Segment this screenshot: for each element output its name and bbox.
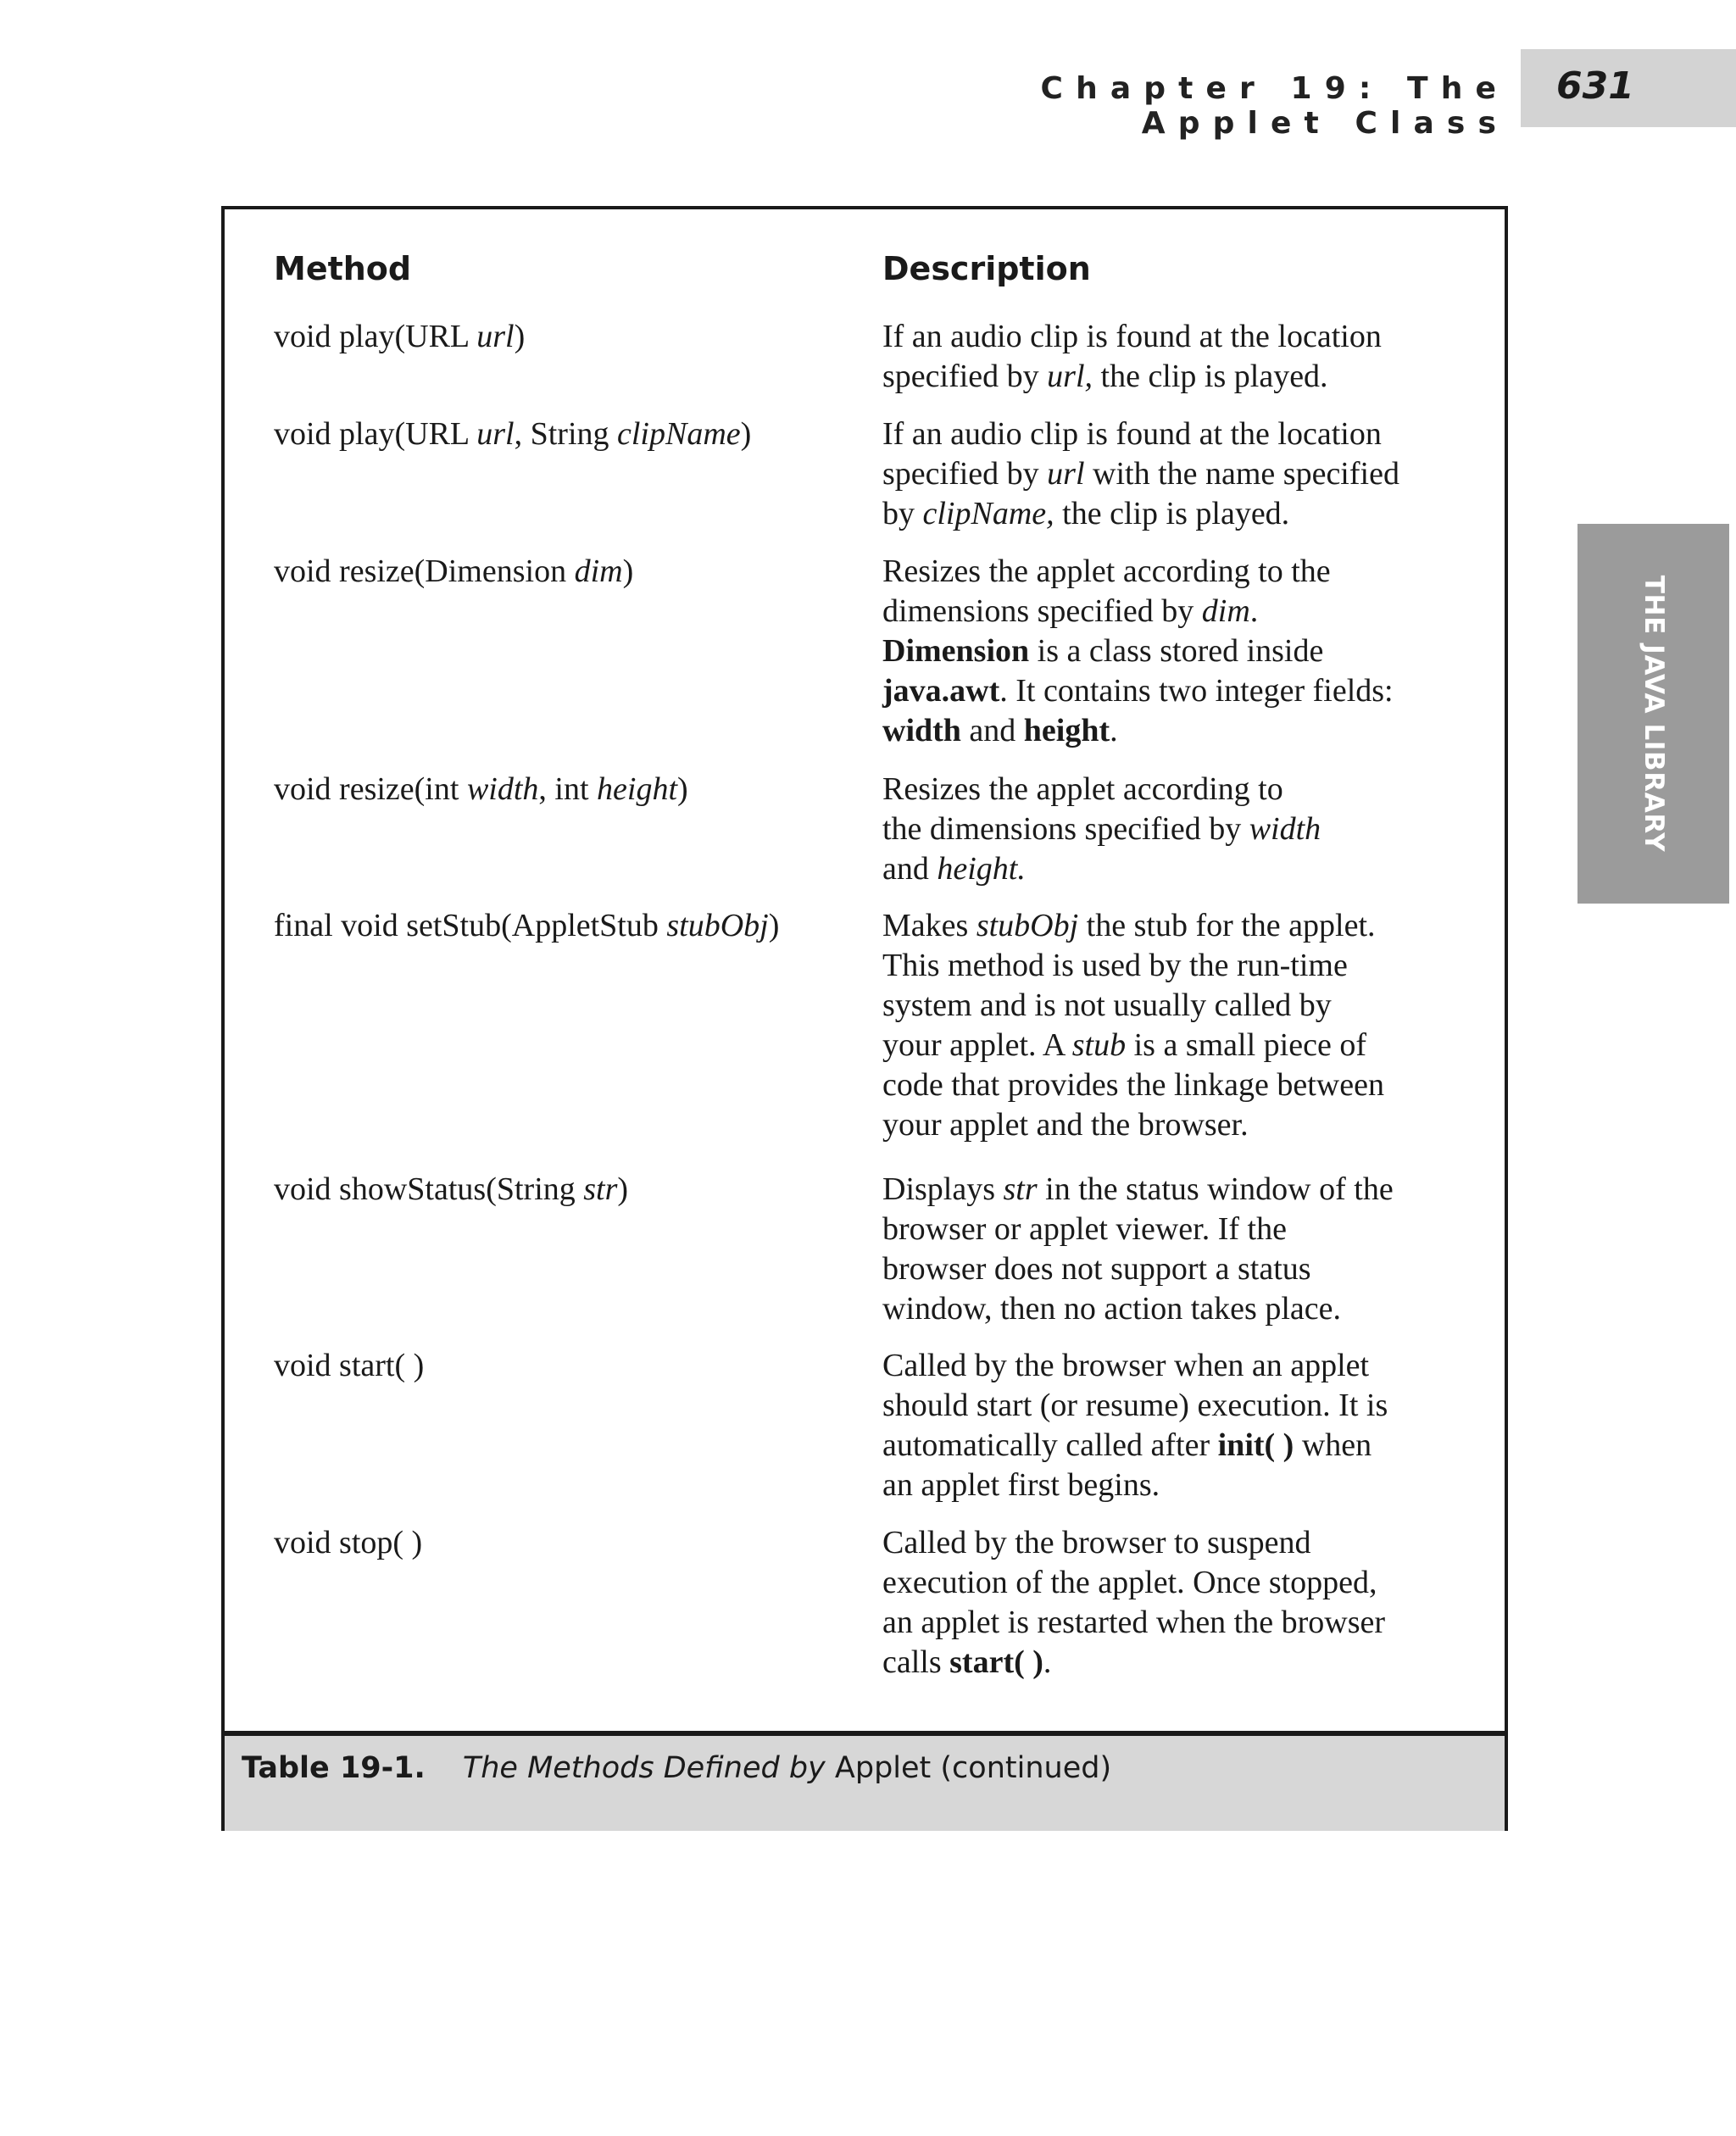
text-run: is a small piece of [1126, 1027, 1366, 1063]
side-tab [1577, 524, 1729, 904]
description-line [882, 1466, 1476, 1505]
text-run: final void setStub(AppletStub [274, 908, 667, 943]
description-line [882, 1426, 1476, 1466]
text-run: system and is not usually called by [882, 987, 1332, 1023]
description-line [882, 711, 1476, 751]
description-line [882, 1523, 1476, 1563]
text-run: specified by [882, 359, 1048, 394]
method-signature [274, 770, 867, 809]
description-line [882, 849, 1476, 889]
text-run: ) [768, 908, 780, 943]
text-run: calls [882, 1644, 950, 1680]
description-line [882, 1105, 1476, 1145]
description-line [882, 552, 1476, 592]
description-line [882, 1065, 1476, 1105]
text-run: height [1023, 713, 1110, 748]
text-run: url, [1047, 359, 1093, 394]
description-line [882, 906, 1476, 946]
text-run: dimensions specified by [882, 593, 1202, 629]
column-header-description: Description [882, 250, 1091, 287]
text-run: init( ) [1217, 1427, 1294, 1463]
description-line [882, 1563, 1476, 1603]
description-line [882, 1346, 1476, 1386]
text-run: height [597, 771, 678, 807]
method-signature [274, 552, 867, 592]
text-run: and [960, 713, 1024, 748]
text-run: width [882, 713, 961, 748]
description-line [882, 357, 1476, 397]
text-run: Makes [882, 908, 976, 943]
description-line [882, 1249, 1476, 1289]
text-run: width [466, 771, 539, 807]
text-run: by [882, 496, 923, 531]
description-line [882, 1289, 1476, 1329]
text-run: java.awt [882, 673, 1000, 709]
text-run: stubObj [666, 908, 769, 943]
description-line [882, 414, 1476, 454]
text-run: If an audio clip is found at the location [882, 319, 1382, 354]
text-run: automatically called after [882, 1427, 1218, 1463]
method-signature [274, 414, 867, 454]
text-run: Dimension [882, 633, 1030, 669]
text-run: url [476, 319, 515, 354]
text-run: . [1249, 593, 1259, 629]
text-run: ) [617, 1171, 629, 1207]
text-run: the clip is played. [1093, 359, 1328, 394]
method-description [882, 1346, 1476, 1505]
text-run: str [583, 1171, 618, 1207]
text-run: void play(URL [274, 319, 477, 354]
description-line [882, 1026, 1476, 1065]
text-run: stub [1071, 1027, 1127, 1063]
description-line [882, 1386, 1476, 1426]
text-run: void showStatus(String [274, 1171, 584, 1207]
text-run: dim [1201, 593, 1250, 629]
description-line [882, 317, 1476, 357]
text-run: when [1294, 1427, 1372, 1463]
text-run: stubObj [976, 908, 1079, 943]
text-run: ) [740, 416, 752, 452]
text-run: This method is used by the run-time [882, 948, 1348, 983]
text-run: ) [514, 319, 526, 354]
text-run: width [1249, 811, 1321, 847]
table-caption-title: The Methods Defined by [462, 1751, 826, 1785]
text-run: clipName, [922, 496, 1054, 531]
method-description [882, 906, 1476, 1145]
text-run: , int [538, 771, 598, 807]
text-run: . It contains two integer fields: [999, 673, 1394, 709]
text-run: is a class stored inside [1029, 633, 1324, 669]
description-line [882, 494, 1476, 534]
text-run: Called by the browser when an applet [882, 1348, 1370, 1383]
text-run: . [1043, 1644, 1052, 1680]
text-run: your applet. A [882, 1027, 1072, 1063]
table-caption [242, 1751, 1111, 1785]
running-head: Chapter 19: The Applet Class [1040, 71, 1509, 141]
method-description [882, 1170, 1476, 1329]
method-signature [274, 906, 867, 946]
page-number-box [1521, 49, 1736, 127]
text-run: void resize(Dimension [274, 553, 575, 589]
text-run: your applet and the browser. [882, 1107, 1249, 1143]
side-tab-label: THE JAVA LIBRARY [1639, 575, 1669, 853]
text-run: , String [514, 416, 617, 452]
text-run: execution of the applet. Once stopped, [882, 1565, 1377, 1600]
methods-table [221, 206, 1508, 1831]
description-line [882, 592, 1476, 631]
method-signature [274, 1523, 867, 1563]
text-run: void play(URL [274, 416, 477, 452]
description-line [882, 1210, 1476, 1249]
method-description [882, 317, 1476, 397]
method-signature [274, 1170, 867, 1210]
text-run: the stub for the applet. [1078, 908, 1376, 943]
description-line [882, 671, 1476, 711]
text-run: Resizes the applet according to the [882, 553, 1331, 589]
page-number: 631 [1556, 64, 1634, 108]
text-run: Displays [882, 1171, 1004, 1207]
text-run: browser does not support a status [882, 1251, 1311, 1287]
description-line [882, 770, 1476, 809]
text-run: start( ) [949, 1644, 1043, 1680]
text-run: Resizes the applet according to [882, 771, 1283, 807]
text-run: an applet first begins. [882, 1467, 1160, 1503]
method-description [882, 770, 1476, 889]
text-run: ) [677, 771, 688, 807]
text-run: and [882, 851, 938, 887]
column-header-method: Method [274, 250, 412, 287]
description-line [882, 454, 1476, 494]
text-run: If an audio clip is found at the location [882, 416, 1382, 452]
text-run: specified by [882, 456, 1048, 492]
text-run: dim [574, 553, 623, 589]
text-run: in the status window of the [1037, 1171, 1394, 1207]
text-run: should start (or resume) execution. It is [882, 1388, 1388, 1423]
description-line [882, 1603, 1476, 1643]
text-run: ) [622, 553, 634, 589]
text-run: with the name specified [1084, 456, 1399, 492]
text-run: code that provides the linkage between [882, 1067, 1384, 1103]
method-description [882, 1523, 1476, 1683]
text-run: clipName [617, 416, 741, 452]
text-run: void stop( ) [274, 1525, 423, 1560]
method-signature [274, 317, 867, 357]
method-description [882, 552, 1476, 751]
text-run: the clip is played. [1054, 496, 1290, 531]
text-run: void resize(int [274, 771, 467, 807]
description-line [882, 1643, 1476, 1683]
description-line [882, 946, 1476, 986]
text-run: url [476, 416, 515, 452]
text-run: url [1047, 456, 1085, 492]
table-caption-bar [225, 1731, 1505, 1831]
text-run: height. [937, 851, 1026, 887]
table-caption-title-rest: Applet (continued) [825, 1751, 1112, 1785]
text-run: the dimensions specified by [882, 811, 1249, 847]
text-run: str [1003, 1171, 1038, 1207]
text-run: void start( ) [274, 1348, 425, 1383]
table-caption-number: Table 19-1. [242, 1751, 426, 1785]
method-description [882, 414, 1476, 534]
text-run: Called by the browser to suspend [882, 1525, 1311, 1560]
method-signature [274, 1346, 867, 1386]
description-line [882, 1170, 1476, 1210]
description-line [882, 986, 1476, 1026]
description-line [882, 809, 1476, 849]
text-run: browser or applet viewer. If the [882, 1211, 1287, 1247]
text-run: . [1110, 713, 1118, 748]
text-run: window, then no action takes place. [882, 1291, 1341, 1327]
description-line [882, 631, 1476, 671]
text-run: an applet is restarted when the browser [882, 1605, 1386, 1640]
